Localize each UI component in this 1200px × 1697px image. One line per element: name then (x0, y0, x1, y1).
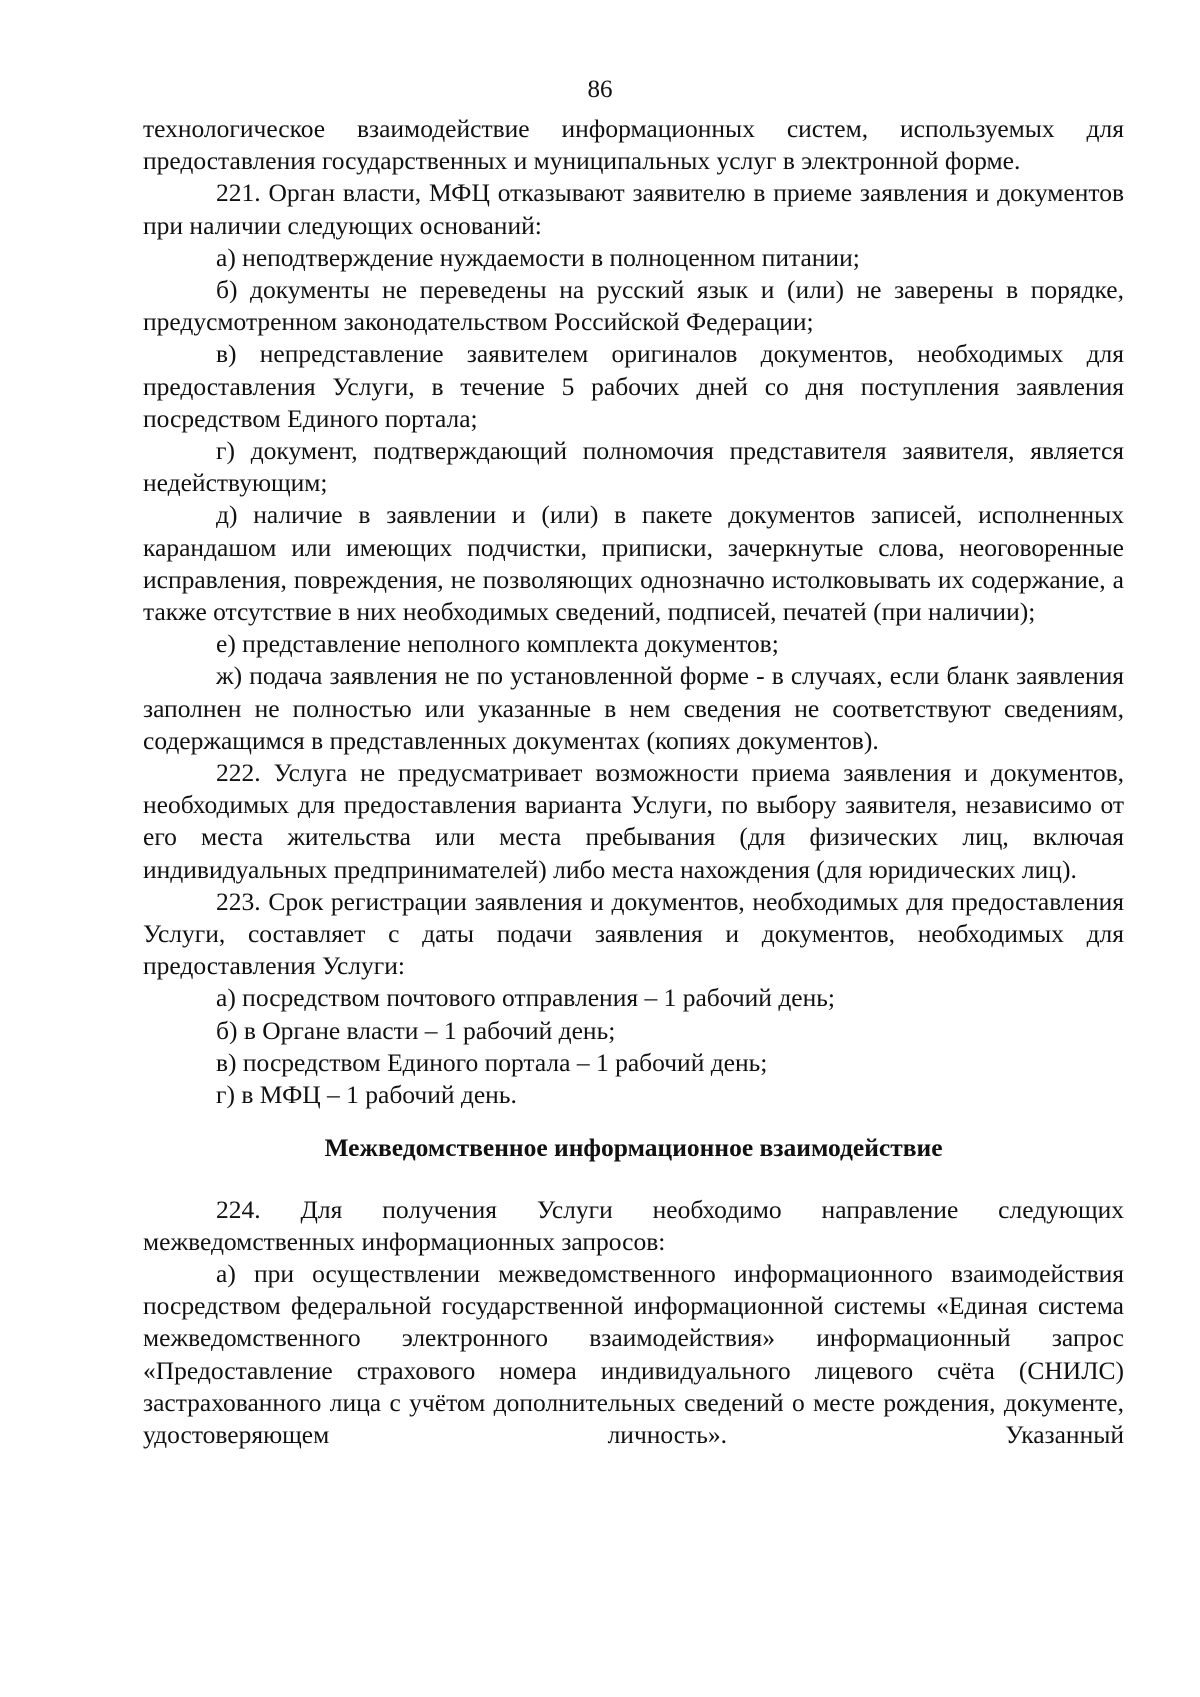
paragraph: г) документ, подтверждающий полномочия представителя заявителя, является недействующим; (143, 436, 1124, 498)
paragraph: а) при осуществлении межведомственного информационного взаимодействия посредством федеральной государственной информационной системы «Единая система межведомственного электронного взаимодействия» информационный запрос «Предоставление страхового номера индивидуального лицевого счёта (СНИЛС) застрахованного лица с учётом дополнительных сведений о месте рождения, документе, удостоверяющем личность». Указанный (143, 1258, 1124, 1449)
page-number: 86 (587, 76, 613, 103)
paragraph: в) посредством Единого портала – 1 рабочий день; (216, 1047, 768, 1077)
document-body (143, 113, 1124, 1451)
section-heading: Межведомственное информационное взаимодействие (324, 1133, 943, 1163)
paragraph: б) документы не переведены на русский язык и (или) не заверены в порядке, предусмотренном законодательством Российской Федерации; (143, 275, 1124, 337)
paragraph: е) представление неполного комплекта документов; (216, 629, 779, 659)
paragraph: ж) подача заявления не по установленной форме - в случаях, если бланк заявления заполнен не полностью или указанные в нем сведения не соответствуют сведениям, содержащимся в представленных документах (копиях документов). (143, 661, 1124, 755)
paragraph: б) в Органе власти – 1 рабочий день; (216, 1015, 616, 1045)
paragraph: в) непредставление заявителем оригиналов документов, необходимых для предоставления Услуги, в течение 5 рабочих дней со дня поступления заявления посредством Единого портала; (143, 339, 1124, 433)
paragraph: д) наличие в заявлении и (или) в пакете документов записей, исполненных карандашом или имеющих подчистки, приписки, зачеркнутые слова, неоговоренные исправления, повреждения, не позволяющих однозначно истолковывать их содержание, а также отсутствие в них необходимых сведений, подписей, печатей (при наличии); (143, 500, 1124, 627)
paragraph: 221. Орган власти, МФЦ отказывают заявителю в приеме заявления и документов при наличии следующих оснований: (143, 178, 1124, 240)
paragraphs-before-heading (143, 113, 1124, 1111)
paragraph: г) в МФЦ – 1 рабочий день. (216, 1080, 517, 1110)
paragraph: а) посредством почтового отправления – 1 рабочий день; (216, 983, 835, 1013)
paragraph: а) неподтверждение нуждаемости в полноценном питании; (216, 242, 860, 272)
paragraph: 223. Срок регистрации заявления и документов, необходимых для предоставления Услуги, составляет с даты подачи заявления и документов, необходимых для предоставления Услуги: (143, 886, 1124, 981)
paragraphs-after-heading (143, 1194, 1124, 1452)
paragraph: 224. Для получения Услуги необходимо направление следующих межведомственных информационных запросов: (143, 1194, 1124, 1256)
paragraph: 222. Услуга не предусматривает возможности приема заявления и документов, необходимых для предоставления варианта Услуги, по выбору заявителя, независимо от его места жительства или места пребывания (для физических лиц, включая индивидуальных предпринимателей) либо места нахождения (для юридических лиц). (143, 758, 1124, 884)
paragraph: технологическое взаимодействие информационных систем, используемых для предоставления государственных и муниципальных услуг в электронной форме. (143, 114, 1124, 176)
